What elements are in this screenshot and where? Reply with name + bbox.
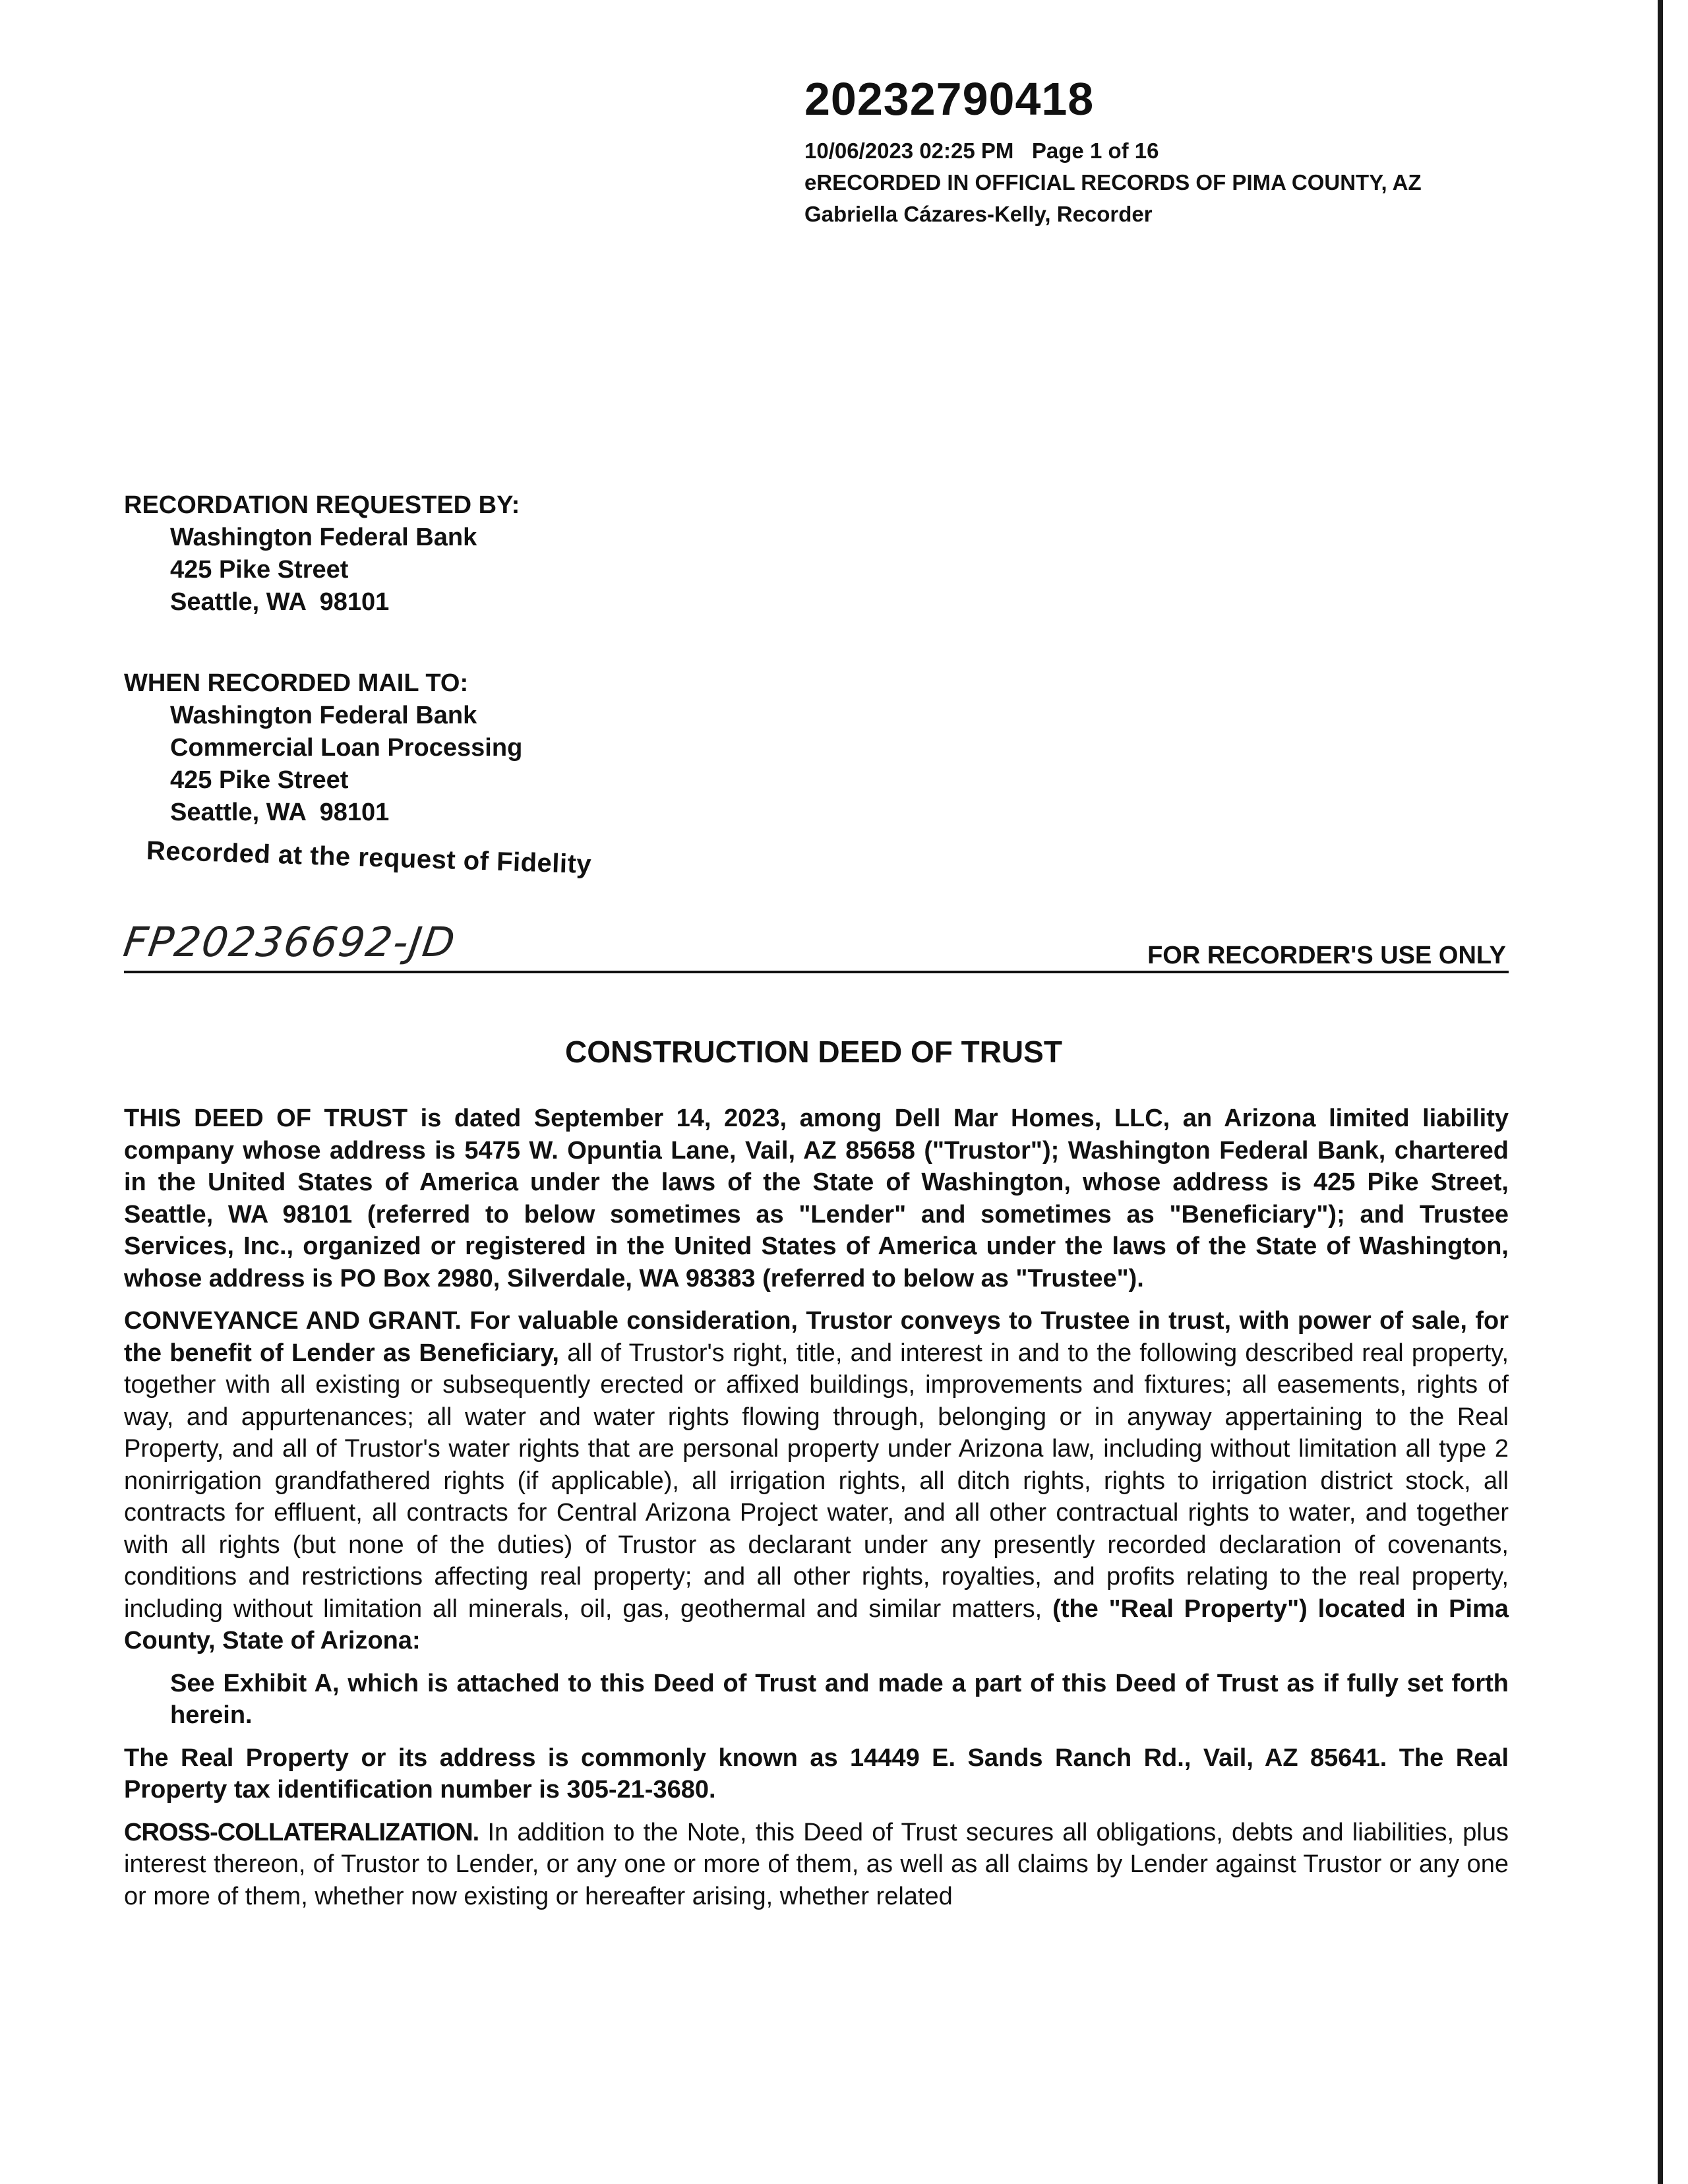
- mail-to-line: 425 Pike Street: [170, 766, 349, 794]
- conveyance-paragraph: [124, 1305, 1509, 1657]
- recordation-requested-by-block: [124, 489, 520, 619]
- cross-collateralization-paragraph: [124, 1817, 1509, 1913]
- requested-by-line: Seattle, WA 98101: [170, 588, 390, 616]
- cross-collateralization-body: In addition to the Note, this Deed of Trust secures all obligations, debts and liabilities, plus interest thereon, of Trustor to Lender, or any one or more of them, as well as all claims by Lender against Trustor or any one or more of them, whether now existing or hereafter arising, whether related: [124, 1818, 1509, 1910]
- when-recorded-mail-to-block: [124, 667, 522, 829]
- mail-to-line: Commercial Loan Processing: [170, 734, 523, 762]
- conveyance-body: all of Trustor's right, title, and interest in and to the following described real property, together with all existing or subsequently erected or affixed buildings, improvements and fixtures; all easements, rights of way, and appurtenances; all water and water rights flowing through, belonging or in anyway appertaining to the Real Property, and all of Trustor's water rights that are personal property under Arizona law, including without limitation all type 2 nonirrigation grandfathered rights (if applicable), all irrigation rights, all ditch rights, rights to irrigation district stock, all contracts for effluent, all contracts for Central Arizona Project water, and all other contractual rights to water, and together with all rights (but none of the duties) of Trustor as declarant under any presently recorded declaration of covenants, conditions and restrictions affecting real property; and all other rights, royalties, and profits relating to the real property, including without limitation all minerals, oil, gas, geothermal and similar matters,: [124, 1339, 1509, 1623]
- document-body: [124, 1103, 1509, 1923]
- recorded-datetime-page: 10/06/2023 02:25 PM Page 1 of 16: [804, 138, 1159, 163]
- requested-by-line: Washington Federal Bank: [170, 524, 477, 551]
- requested-by-line: 425 Pike Street: [170, 556, 349, 584]
- header-divider: [124, 971, 1509, 973]
- recorded-request-stamp: Recorded at the request of Fidelity: [146, 836, 592, 880]
- when-recorded-mail-to-label: WHEN RECORDED MAIL TO:: [124, 669, 469, 697]
- handwritten-file-number: FP20236692-JD: [120, 918, 460, 966]
- recorders-use-label: FOR RECORDER'S USE ONLY: [1147, 942, 1506, 969]
- recordation-requested-by-label: RECORDATION REQUESTED BY:: [124, 491, 520, 519]
- mail-to-line: Washington Federal Bank: [170, 702, 477, 729]
- document-title: CONSTRUCTION DEED OF TRUST: [565, 1035, 1062, 1069]
- cross-collateralization-heading: CROSS-COLLATERALIZATION.: [124, 1818, 479, 1846]
- document-number: 20232790418: [804, 73, 1095, 125]
- mail-to-line: Seattle, WA 98101: [170, 799, 390, 826]
- conveyance-tail: (the "Real Property") located in Pima County, State of Arizona:: [124, 1594, 1509, 1654]
- recording-header: [804, 74, 1422, 230]
- recorded-in: eRECORDED IN OFFICIAL RECORDS OF PIMA COUNTY, AZ: [804, 170, 1422, 195]
- exhibit-paragraph: See Exhibit A, which is attached to this Deed of Trust and made a part of this Deed of Trust as if fully set forth herein.: [170, 1669, 1509, 1729]
- recorder-name: Gabriella Cázares-Kelly, Recorder: [804, 202, 1153, 226]
- intro-paragraph: THIS DEED OF TRUST is dated September 14, 2023, among Dell Mar Homes, LLC, an Arizona limited liability company whose address is 5475 W. Opuntia Lane, Vail, AZ 85658 ("Trustor"); Washington Federal Bank, chartered in the United States of America under the laws of the State of Washington, whose address is 425 Pike Street, Seattle, WA 98101 (referred to below sometimes as "Lender" and sometimes as "Beneficiary"); and Trustee Services, Inc., organized or registered in the United States of America under the laws of the State of Washington, whose address is PO Box 2980, Silverdale, WA 98383 (referred to below as "Trustee").: [124, 1105, 1509, 1292]
- conveyance-heading: CONVEYANCE AND GRANT. For valuable consideration, Trustor conveys to Trustee in trust, with power of sale, for the benefit of Lender as Beneficiary,: [124, 1307, 1509, 1367]
- property-address-paragraph: The Real Property or its address is commonly known as 14449 E. Sands Ranch Rd., Vail, AZ 85641. The Real Property tax identification number is 305-21-3680.: [124, 1744, 1509, 1804]
- scan-edge-line: [1658, 0, 1663, 2184]
